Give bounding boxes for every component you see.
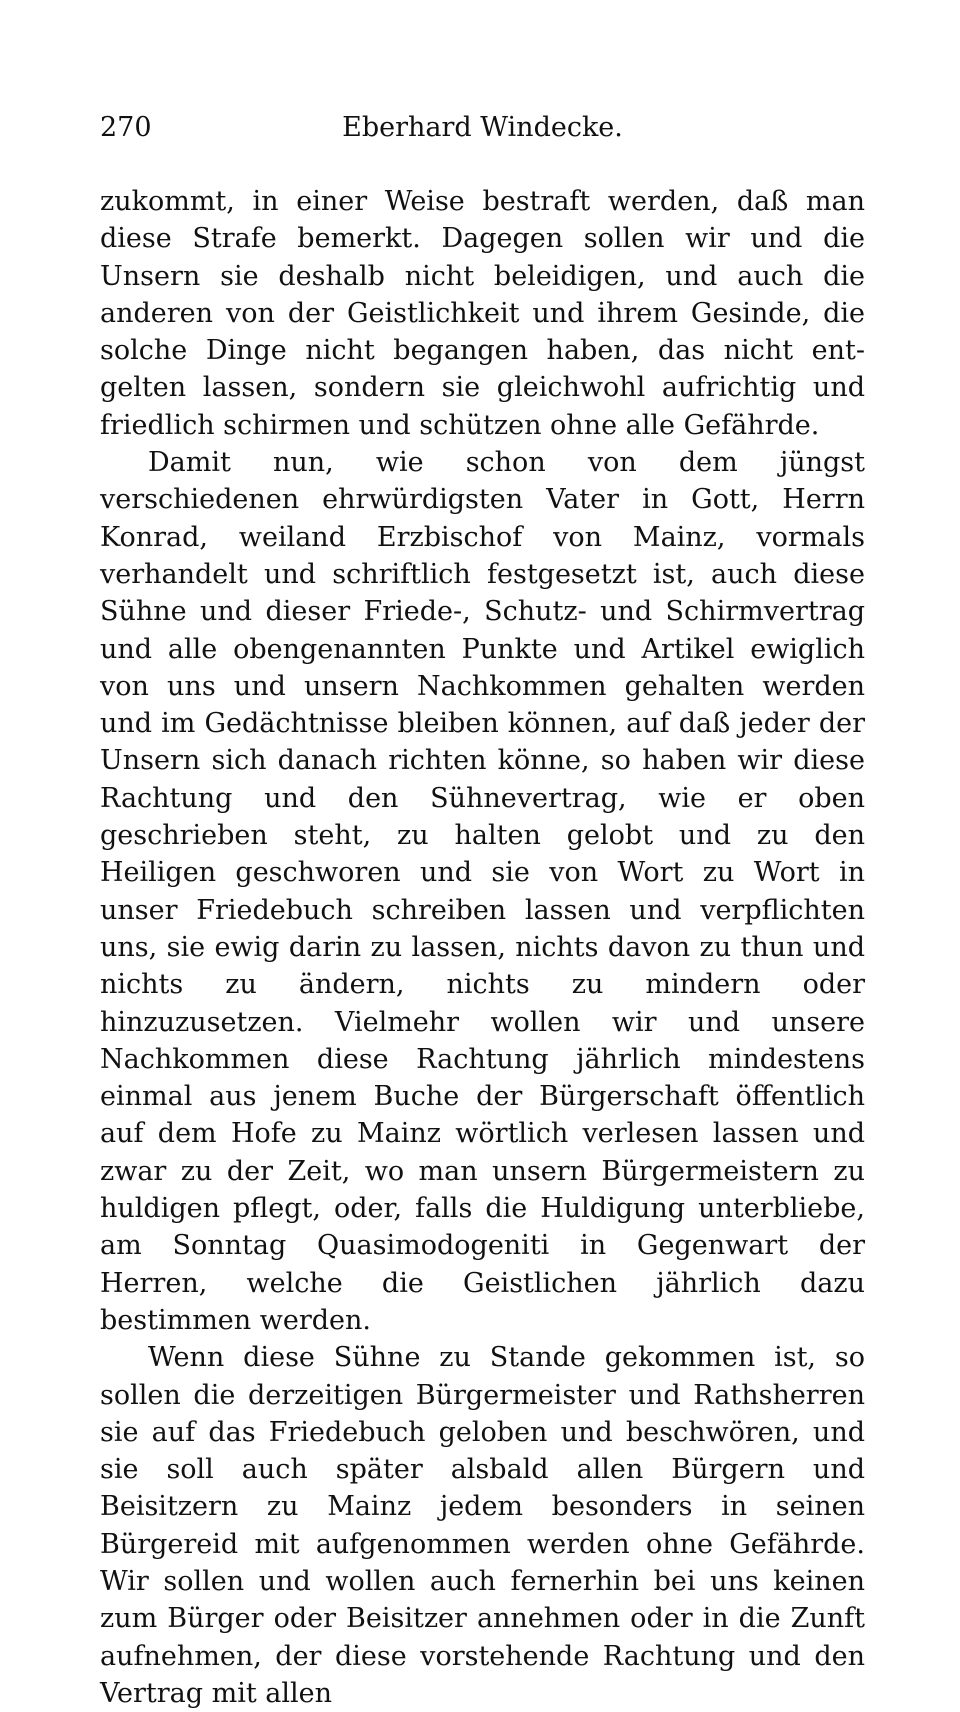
paragraph: Wenn diese Sühne zu Stande gekommen ist, so sollen die derzeitigen Bürgermeister und Rathsherren sie auf das Friedebuch geloben und beschwören, und sie soll auch später alsbald allen Bürgern und Beisitzern zu Mainz jedem besonders in seinen Bürgereid mit aufgenommen werden ohne Gefährde. Wir sollen und wollen auch fernerhin bei uns keinen zum Bürger oder Beisitzer annehmen oder in die Zunft aufnehmen, der diese vorstehende Rachtung und den Vertrag mit allen: [100, 1342, 865, 1709]
page-number: 270: [100, 112, 152, 143]
running-title: Eberhard Windecke.: [342, 112, 623, 143]
page-header: [100, 112, 865, 152]
paragraph-continued: zukommt, in einer Weise bestraft werden, daß man diese Strafe bemerkt. Dagegen sollen wir und die Unsern sie deshalb nicht beleidigen, und auch die anderen von der Geistlichkeit und ihrem Gesinde, die solche Dinge nicht begangen haben, das nicht entgelten lassen, sondern sie gleichwohl aufrichtig und friedlich schirmen und schützen ohne alle Gefährde.: [100, 186, 865, 441]
document-page: [100, 112, 865, 1712]
body-text: [100, 183, 865, 1712]
paragraph: Damit nun, wie schon von dem jüngst verschiedenen ehrwürdigsten Vater in Gott, Herrn Konrad, weiland Erzbischof von Mainz, vormals verhandelt und schriftlich festgesetzt ist, auch diese Sühne und dieser Friede-, Schutz- und Schirmvertrag und alle obengenannten Punkte und Artikel ewiglich von uns und unsern Nachkommen gehalten werden und im Gedächtnisse bleiben können, auf daß jeder der Unsern sich danach richten könne, so haben wir diese Rachtung und den Sühnevertrag, wie er oben geschrieben steht, zu halten gelobt und zu den Heiligen geschworen und sie von Wort zu Wort in unser Friedebuch schreiben lassen und verpflichten uns, sie ewig darin zu lassen, nichts davon zu thun und nichts zu ändern, nichts zu mindern oder hinzuzusetzen. Vielmehr wollen wir und unsere Nachkommen diese Rachtung jährlich mindestens einmal aus jenem Buche der Bürgerschaft öffentlich auf dem Hofe zu Mainz wörtlich verlesen lassen und zwar zu der Zeit, wo man unsern Bürgermeistern zu huldigen pflegt, oder, falls die Huldigung unterbliebe, am Sonntag Quasimodogeniti in Gegenwart der Herren, welche die Geistlichen jährlich dazu bestimmen werden.: [100, 447, 865, 1336]
